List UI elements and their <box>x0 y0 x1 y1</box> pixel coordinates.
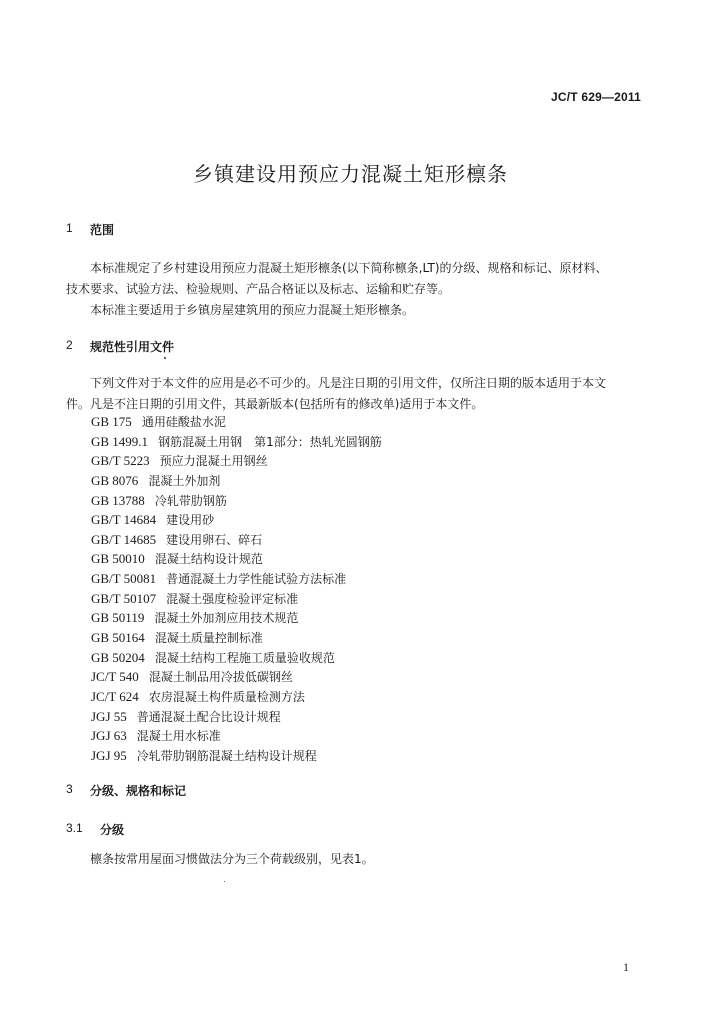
section-1-number: 1 <box>66 221 73 235</box>
reference-title: 混凝土外加剂应用技术规范 <box>154 611 299 626</box>
section-3-1-number: 3.1 <box>66 821 83 835</box>
reference-item <box>91 510 382 530</box>
reference-code: GB/T 50107 <box>91 590 157 606</box>
section-2-body <box>66 373 606 415</box>
reference-title: 普通混凝土配合比设计规程 <box>136 709 281 724</box>
reference-item <box>91 412 382 432</box>
reference-item <box>91 471 382 491</box>
reference-title: 建设用砂 <box>166 513 215 528</box>
section-1-body <box>66 258 608 321</box>
reference-item <box>91 726 382 746</box>
reference-title: 钢筋混凝土用钢 第1部分：热轧光圆钢筋 <box>158 434 382 449</box>
reference-code: GB/T 50081 <box>91 571 157 587</box>
reference-title: 混凝土结构设计规范 <box>154 552 263 567</box>
reference-title: 混凝土结构工程施工质量验收规范 <box>154 650 335 665</box>
section-2-title: 规范性引用文件 <box>90 340 175 354</box>
reference-code: GB 13788 <box>91 492 145 508</box>
section-2-number: 2 <box>66 338 73 352</box>
document-title: 乡镇建设用预应力混凝土矩形檩条 <box>193 162 508 186</box>
reference-list <box>91 412 382 766</box>
reference-code: GB/T 14685 <box>91 531 157 547</box>
reference-title: 混凝土质量控制标准 <box>154 631 263 646</box>
paragraph-line: 本标准主要适用于乡镇房屋建筑用的预应力混凝土矩形檩条。 <box>90 303 415 317</box>
reference-title: 建设用卵石、碎石 <box>166 532 263 547</box>
paragraph-line: 件。凡是不注日期的引用文件，其最新版本(包括所有的修改单)适用于本文件。 <box>66 397 484 411</box>
reference-code: JGJ 95 <box>91 747 127 763</box>
standard-code: JC/T 629—2011 <box>551 90 641 104</box>
reference-title: 农房混凝土构件质量检测方法 <box>148 689 305 704</box>
reference-item <box>91 451 382 471</box>
reference-title: 混凝土外加剂 <box>148 473 221 488</box>
reference-item <box>91 648 382 668</box>
reference-code: GB 8076 <box>91 472 139 488</box>
paragraph-line: 本标准规定了乡村建设用预应力混凝土矩形檩条(以下简称檩条,LT)的分级、规格和标记、原材料、 <box>90 261 608 275</box>
reference-item <box>91 589 382 609</box>
paragraph-line: 技术要求、试验方法、检验规则、产品合格证以及标志、运输和贮存等。 <box>66 282 451 296</box>
reference-title: 普通混凝土力学性能试验方法标准 <box>166 572 347 587</box>
reference-item <box>91 530 382 550</box>
reference-item <box>91 549 382 569</box>
reference-item <box>91 608 382 628</box>
reference-item <box>91 628 382 648</box>
reference-code: JGJ 63 <box>91 728 127 744</box>
stray-dot <box>224 881 225 882</box>
section-1-title: 范围 <box>90 223 115 237</box>
reference-code: GB 50204 <box>91 649 145 665</box>
reference-item <box>91 746 382 766</box>
section-3-1-body <box>66 849 374 870</box>
section-3-1-title: 分级 <box>100 823 125 837</box>
paragraph-line: 檩条按常用屋面习惯做法分为三个荷载级别，见表1。 <box>90 852 374 866</box>
reference-title: 混凝土用水标准 <box>136 729 221 744</box>
section-3-number: 3 <box>66 782 73 796</box>
reference-code: JC/T 624 <box>91 688 139 704</box>
reference-title: 通用硅酸盐水泥 <box>141 415 226 429</box>
section-3-title: 分级、规格和标记 <box>90 784 187 798</box>
reference-code: JC/T 540 <box>91 669 139 685</box>
reference-item <box>91 432 382 452</box>
paragraph-line: 下列文件对于本文件的应用是必不可少的。凡是注日期的引用文件，仅所注日期的版本适用于本文 <box>90 376 607 390</box>
reference-code: GB 50164 <box>91 630 145 646</box>
reference-title: 预应力混凝土用钢丝 <box>159 454 268 469</box>
reference-item <box>91 707 382 727</box>
reference-item <box>91 569 382 589</box>
reference-code: GB/T 14684 <box>91 512 157 528</box>
reference-title: 冷轧带肋钢筋 <box>154 493 227 508</box>
reference-item <box>91 667 382 687</box>
reference-title: 混凝土强度检验评定标准 <box>166 591 299 606</box>
reference-item <box>91 687 382 707</box>
page-number: 1 <box>623 960 629 974</box>
reference-code: GB 1499.1 <box>91 433 149 449</box>
reference-code: GB 50010 <box>91 551 145 567</box>
reference-code: GB 50119 <box>91 610 145 626</box>
stray-dot <box>164 357 166 359</box>
reference-code: GB 175 <box>91 414 132 429</box>
reference-code: JGJ 55 <box>91 708 127 724</box>
reference-title: 冷轧带肋钢筋混凝土结构设计规程 <box>136 748 317 763</box>
reference-item <box>91 491 382 511</box>
reference-code: GB/T 5223 <box>91 453 150 469</box>
reference-title: 混凝土制品用冷拔低碳钢丝 <box>148 670 293 685</box>
